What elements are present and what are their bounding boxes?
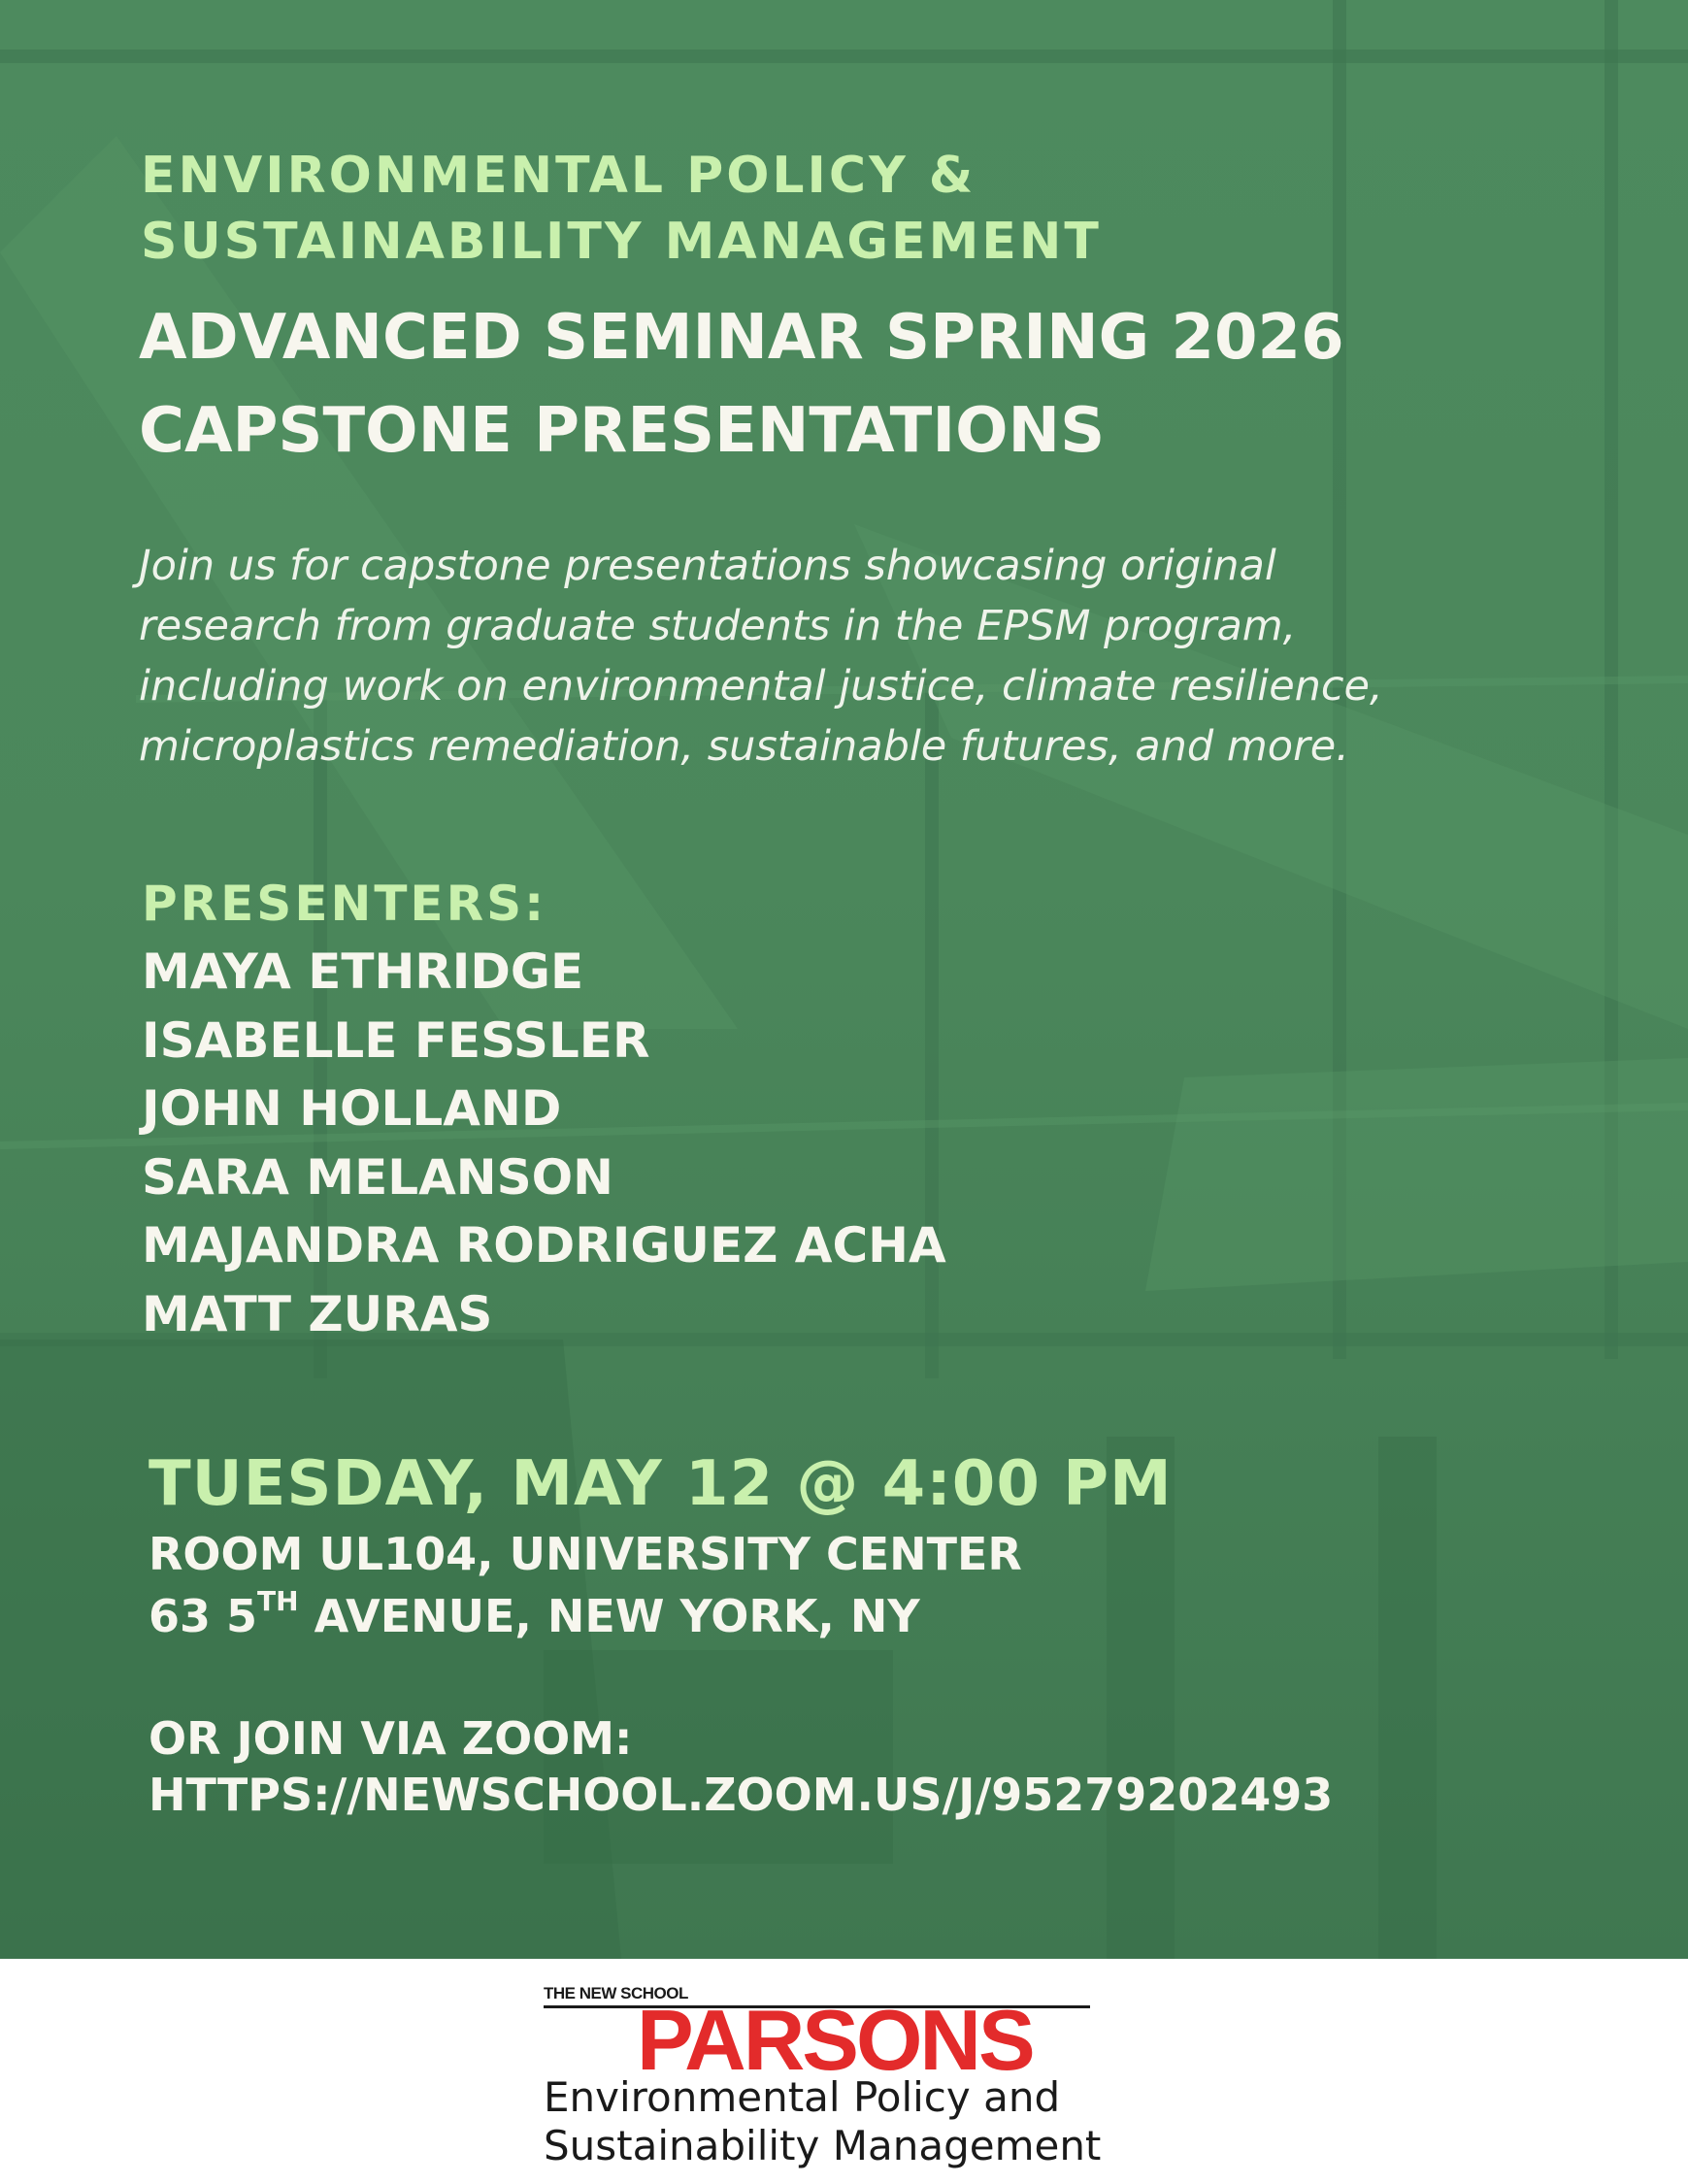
- zoom-link[interactable]: HTTPS://NEWSCHOOL.ZOOM.US/J/95279202493: [149, 1769, 1334, 1821]
- presenter-list: [142, 938, 946, 1348]
- description-line: research from graduate students in the EPSM program,: [139, 602, 1297, 650]
- school-wordmark: THE NEW SCHOOL: [544, 1984, 688, 2002]
- presenter-name: SARA MELANSON: [142, 1148, 613, 1206]
- presenter-name: ISABELLE FESSLER: [142, 1011, 650, 1069]
- description-line: microplastics remediation, sustainable futures, and more.: [139, 722, 1349, 771]
- presenter-name: JOHN HOLLAND: [142, 1080, 562, 1137]
- description-line: Join us for capstone presentations showcasing original: [139, 542, 1276, 590]
- presenter-name: MATT ZURAS: [142, 1285, 493, 1342]
- department-name-line-1: Environmental Policy and: [544, 2073, 1061, 2121]
- event-title-line-1: ADVANCED SEMINAR SPRING 2026: [139, 302, 1344, 374]
- address-street: AVENUE, NEW YORK, NY: [298, 1590, 920, 1642]
- event-title-line-2: CAPSTONE PRESENTATIONS: [139, 395, 1106, 467]
- presenters-heading: PRESENTERS:: [142, 876, 547, 932]
- program-title-line-2: SUSTAINABILITY MANAGEMENT: [141, 213, 1102, 271]
- event-description: [139, 536, 1546, 777]
- department-name-line-2: Sustainability Management: [544, 2122, 1102, 2169]
- event-address: [149, 1586, 920, 1646]
- department-name: [544, 2073, 1101, 2170]
- address-ordinal-suffix: TH: [257, 1585, 299, 1617]
- program-title-line-1: ENVIRONMENTAL POLICY &: [141, 147, 976, 205]
- description-line: including work on environmental justice, climate resilience,: [139, 662, 1383, 711]
- presenter-name: MAYA ETHRIDGE: [142, 943, 584, 1000]
- event-room: ROOM UL104, UNIVERSITY CENTER: [149, 1528, 1022, 1580]
- address-number: 63 5: [149, 1590, 258, 1642]
- zoom-label: OR JOIN VIA ZOOM:: [149, 1712, 633, 1765]
- footer-logo-bar: [0, 1959, 1688, 2184]
- parsons-logo: PARSONS: [637, 1992, 1033, 2088]
- event-date-time: TUESDAY, MAY 12 @ 4:00 PM: [149, 1448, 1173, 1520]
- presenter-name: MAJANDRA RODRIGUEZ ACHA: [142, 1217, 946, 1274]
